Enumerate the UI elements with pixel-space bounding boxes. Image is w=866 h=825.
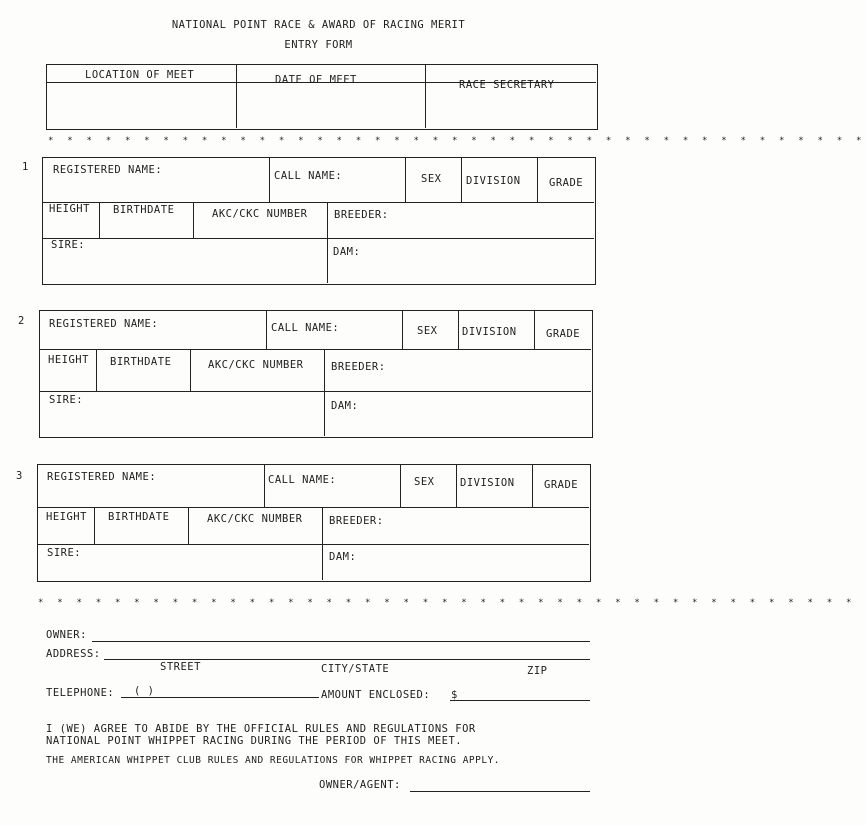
akc-number-label: AKC/CKC NUMBER — [212, 208, 308, 220]
akc-number-label: AKC/CKC NUMBER — [207, 513, 303, 525]
dam-label: DAM: — [333, 246, 361, 258]
sire-label: SIRE: — [49, 394, 84, 406]
city-state-label: CITY/STATE — [321, 663, 390, 675]
sex-label: SEX — [417, 325, 438, 337]
entry-number: 1 — [22, 161, 29, 173]
star-separator: * * * * * * * * * * * * * * * * * * * * * * * * * * * * * * * * * * * * * * * * * * * — [48, 136, 866, 146]
owner-agent-label: OWNER/AGENT: — [319, 779, 401, 791]
owner-field[interactable] — [92, 641, 590, 642]
location-of-meet-field[interactable] — [49, 84, 235, 126]
breeder-label: BREEDER: — [334, 209, 389, 221]
height-label: HEIGHT — [46, 511, 87, 523]
form-subtitle: ENTRY FORM — [284, 39, 353, 51]
breeder-label: BREEDER: — [331, 361, 386, 373]
height-label: HEIGHT — [49, 203, 90, 215]
entry-block-1 — [42, 157, 596, 285]
sire-label: SIRE: — [47, 547, 82, 559]
dam-label: DAM: — [331, 400, 359, 412]
sex-label: SEX — [414, 476, 435, 488]
form-title: NATIONAL POINT RACE & AWARD OF RACING MERIT — [171, 19, 466, 31]
registered-name-label: REGISTERED NAME: — [49, 318, 159, 330]
owner-label: OWNER: — [46, 629, 87, 641]
telephone-label: TELEPHONE: — [46, 687, 115, 699]
akc-number-label: AKC/CKC NUMBER — [208, 359, 304, 371]
birthdate-label: BIRTHDATE — [113, 204, 175, 216]
agreement-line-3: THE AMERICAN WHIPPET CLUB RULES AND REGULATIONS FOR WHIPPET RACING APPLY. — [46, 755, 501, 766]
telephone-field[interactable] — [121, 697, 319, 698]
registered-name-label: REGISTERED NAME: — [53, 164, 163, 176]
amount-enclosed-label: AMOUNT ENCLOSED: — [321, 689, 431, 701]
entry-number: 3 — [16, 470, 23, 482]
dollar-sign: $ — [451, 689, 458, 701]
meet-table — [46, 64, 598, 130]
call-name-label: CALL NAME: — [271, 322, 340, 334]
street-label: STREET — [160, 661, 201, 673]
date-of-meet-label: DATE OF MEET — [275, 74, 357, 86]
division-label: DIVISION — [462, 326, 517, 338]
grade-label: GRADE — [546, 328, 581, 340]
address-label: ADDRESS: — [46, 648, 101, 660]
grade-label: GRADE — [544, 479, 579, 491]
entry-number: 2 — [18, 315, 25, 327]
birthdate-label: BIRTHDATE — [108, 511, 170, 523]
owner-agent-signature-field[interactable] — [410, 791, 590, 792]
address-field[interactable] — [104, 659, 590, 660]
star-separator: * * * * * * * * * * * * * * * * * * * * * * * * * * * * * * * * * * * * * * * * * * * — [38, 598, 856, 608]
amount-field[interactable] — [450, 700, 590, 701]
zip-label: ZIP — [527, 665, 548, 677]
division-label: DIVISION — [460, 477, 515, 489]
dam-label: DAM: — [329, 551, 357, 563]
call-name-label: CALL NAME: — [274, 170, 343, 182]
height-label: HEIGHT — [48, 354, 89, 366]
sex-label: SEX — [421, 173, 442, 185]
birthdate-label: BIRTHDATE — [110, 356, 172, 368]
race-secretary-label: RACE SECRETARY — [459, 79, 555, 91]
date-of-meet-field[interactable] — [238, 84, 424, 126]
division-label: DIVISION — [466, 175, 521, 187]
entry-block-3 — [37, 464, 591, 582]
entry-block-2 — [39, 310, 593, 438]
breeder-label: BREEDER: — [329, 515, 384, 527]
sire-label: SIRE: — [51, 239, 86, 251]
call-name-label: CALL NAME: — [268, 474, 337, 486]
registered-name-label: REGISTERED NAME: — [47, 471, 157, 483]
grade-label: GRADE — [549, 177, 584, 189]
location-of-meet-label: LOCATION OF MEET — [85, 69, 195, 81]
phone-area-code: ( ) — [134, 685, 155, 697]
agreement-line-2: NATIONAL POINT WHIPPET RACING DURING THE PERIOD OF THIS MEET. — [46, 735, 463, 747]
race-secretary-field[interactable] — [427, 84, 595, 126]
agreement-line-1: I (WE) AGREE TO ABIDE BY THE OFFICIAL RULES AND REGULATIONS FOR — [46, 723, 476, 735]
